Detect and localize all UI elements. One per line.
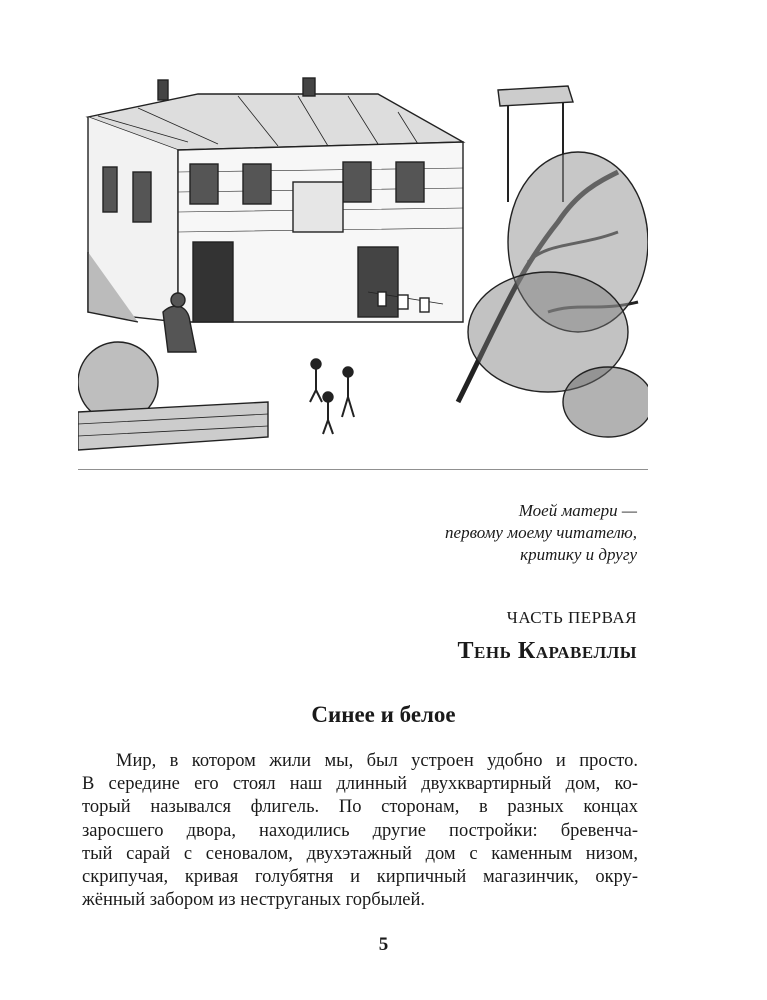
part-title: Тень Каравеллы xyxy=(457,638,637,664)
body-paragraph xyxy=(82,750,638,912)
body-line: скрипучая, кривая голубятня и кирпичный магазинчик, окру- xyxy=(82,867,638,888)
body-line: Мир, в котором жили мы, был устроен удобно и просто. xyxy=(116,751,638,771)
body-line: заросшего двора, находились другие постройки: бревенча- xyxy=(82,820,638,841)
part-label: ЧАСТЬ ПЕРВАЯ xyxy=(506,608,637,627)
dedication-line: Моей матери — xyxy=(518,501,637,520)
body-line: В середине его стоял наш длинный двухквартирный дом, ко- xyxy=(82,774,638,795)
body-line: тый сарай с сеновалом, двухэтажный дом с каменным низом, xyxy=(82,843,638,864)
dedication-line: первому моему читателю, xyxy=(445,523,637,542)
body-line: торый назывался флигель. По сторонам, в разных концах xyxy=(82,797,638,818)
dedication-line: критику и другу xyxy=(520,545,637,564)
chapter-title: Синее и белое xyxy=(311,702,456,727)
dedication xyxy=(445,500,637,566)
courtyard-illustration xyxy=(78,72,648,470)
page-number: 5 xyxy=(378,934,389,955)
body-line: жённый забором из неструганых горбылей. xyxy=(82,890,426,911)
